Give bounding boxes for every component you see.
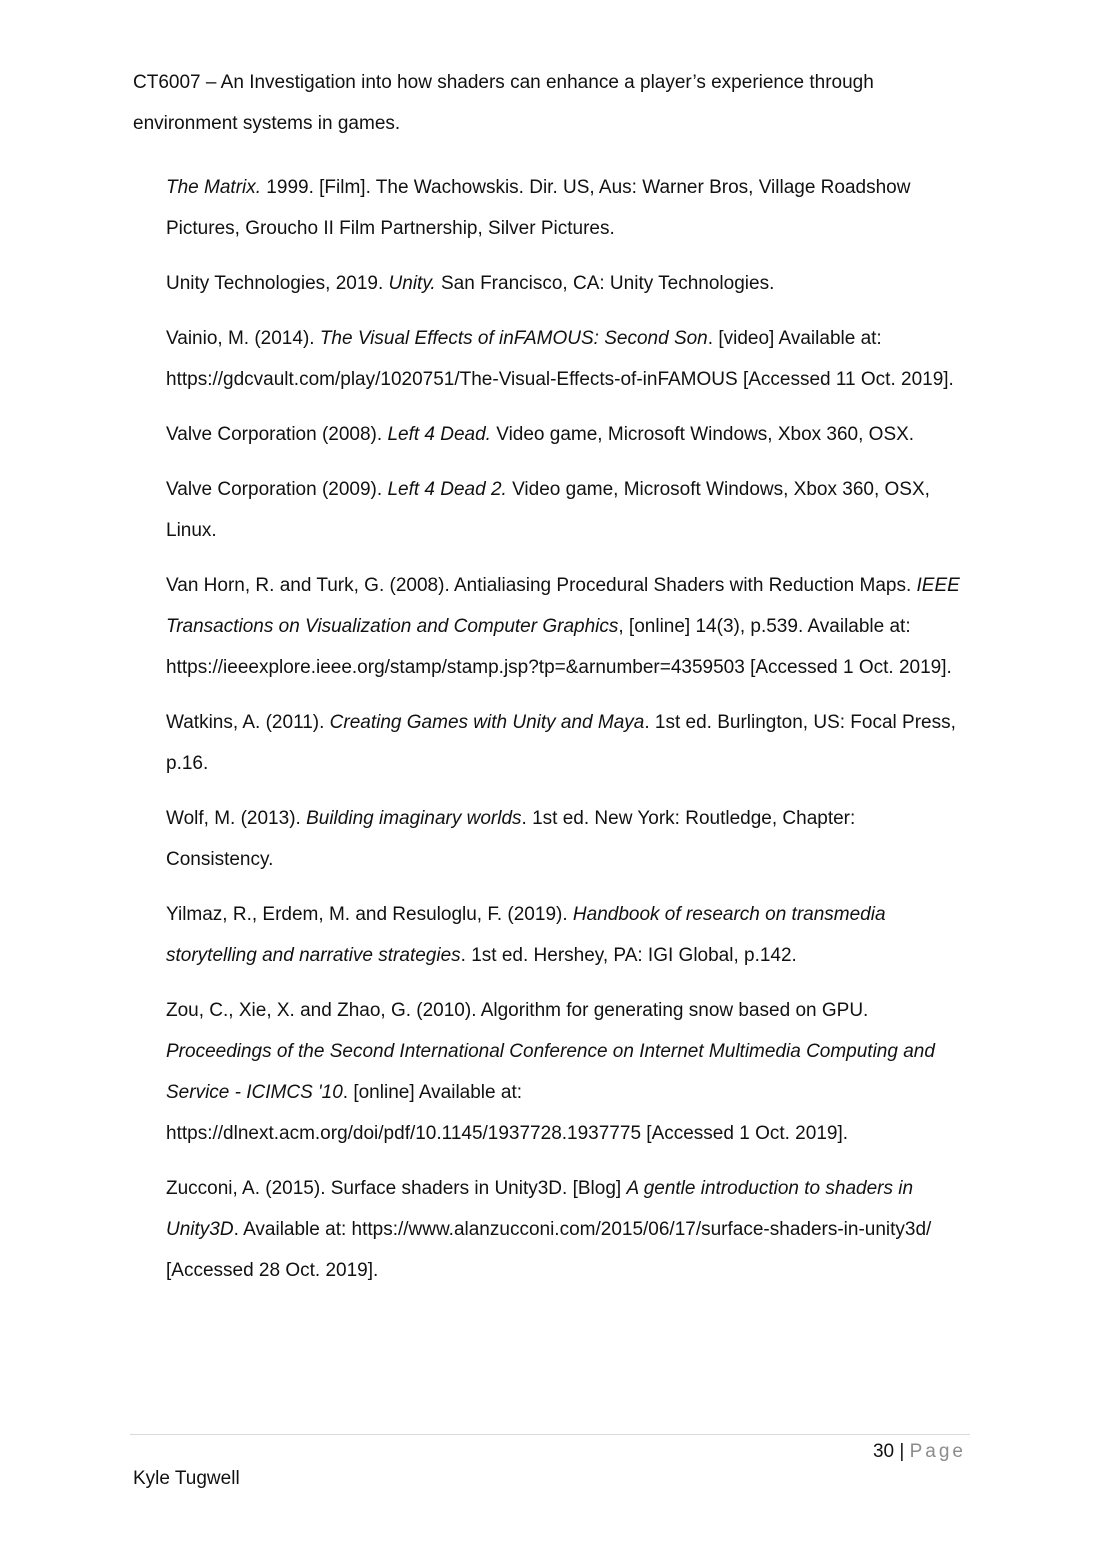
header-title: CT6007 – An Investigation into how shaders can enhance a player’s experience through environment systems in games. — [133, 72, 874, 134]
ref-text: The Matrix. — [166, 177, 262, 198]
reference-item — [166, 414, 966, 455]
ref-text: Valve Corporation (2008). — [166, 424, 388, 445]
footer-author — [133, 1467, 240, 1491]
ref-text: San Francisco, CA: Unity Technologies. — [435, 273, 775, 294]
reference-item — [166, 565, 966, 688]
ref-text: Unity. — [388, 273, 436, 294]
footer-divider — [130, 1434, 970, 1435]
ref-text: Yilmaz, R., Erdem, M. and Resuloglu, F. (2019). — [166, 904, 573, 925]
ref-text: 1999. [Film]. The Wachowskis. Dir. US, Aus: Warner Bros, Village Roadshow Pictures, Groucho II Film Partnership, Silver Pictures. — [166, 177, 911, 239]
page-word: Page — [909, 1441, 966, 1462]
reference-item — [166, 167, 966, 249]
ref-text: A gentle introduction to shaders in Unity3D — [166, 1178, 914, 1240]
ref-text: Video game, Microsoft Windows, Xbox 360, OSX, Linux. — [166, 479, 930, 541]
ref-text: . Available at: https://www.alanzucconi.com/2015/06/17/surface-shaders-in-unity3d/ [Accessed 28 Oct. 2019]. — [166, 1219, 932, 1281]
ref-text: Watkins, A. (2011). — [166, 712, 330, 733]
page-separator: | — [899, 1441, 905, 1462]
ref-text: Van Horn, R. and Turk, G. (2008). Antialiasing Procedural Shaders with Reduction Maps. — [166, 575, 917, 596]
document-header — [133, 62, 973, 144]
reference-item — [166, 318, 966, 400]
reference-item — [166, 1168, 966, 1291]
page-number: 30 — [872, 1441, 895, 1462]
ref-text: . 1st ed. Hershey, PA: IGI Global, p.142. — [460, 945, 797, 966]
ref-text: Zucconi, A. (2015). Surface shaders in Unity3D. [Blog] — [166, 1178, 627, 1199]
ref-text: Vainio, M. (2014). — [166, 328, 320, 349]
ref-text: Unity Technologies, 2019. — [166, 273, 389, 294]
ref-text: . 1st ed. New York: Routledge, Chapter: Consistency. — [166, 808, 856, 870]
ref-text: Handbook of research on transmedia storytelling and narrative strategies — [166, 904, 886, 966]
ref-text: Proceedings of the Second International Conference on Internet Multimedia Computing and Service - ICIMCS '10 — [166, 1041, 935, 1103]
reference-item — [166, 798, 966, 880]
ref-text: . 1st ed. Burlington, US: Focal Press, p.16. — [166, 712, 956, 774]
author-name: Kyle Tugwell — [133, 1468, 240, 1489]
ref-text: Valve Corporation (2009). — [166, 479, 388, 500]
reference-item — [166, 894, 966, 976]
reference-item — [166, 469, 966, 551]
ref-text: Left 4 Dead 2. — [387, 479, 507, 500]
ref-text: Zou, C., Xie, X. and Zhao, G. (2010). Algorithm for generating snow based on GPU. — [166, 1000, 869, 1021]
reference-list — [166, 167, 966, 1305]
ref-text: Building imaginary worlds — [306, 808, 522, 829]
reference-item — [166, 990, 966, 1154]
ref-text: Left 4 Dead. — [387, 424, 491, 445]
ref-text: IEEE Transactions on Visualization and Computer Graphics — [166, 575, 960, 637]
page-number-footer — [873, 1440, 966, 1464]
ref-text: Wolf, M. (2013). — [166, 808, 307, 829]
reference-item — [166, 263, 966, 304]
ref-text: Creating Games with Unity and Maya — [329, 712, 645, 733]
ref-text: . [online] Available at: https://dlnext.acm.org/doi/pdf/10.1145/1937728.1937775 [Accessed 1 Oct. 2019]. — [166, 1082, 849, 1144]
reference-item — [166, 702, 966, 784]
ref-text: Video game, Microsoft Windows, Xbox 360, OSX. — [490, 424, 915, 445]
ref-text: . [video] Available at: https://gdcvault.com/play/1020751/The-Visual-Effects-of-inFAMOUS [Accessed 11 Oct. 2019]. — [166, 328, 954, 390]
ref-text: , [online] 14(3), p.539. Available at: https://ieeexplore.ieee.org/stamp/stamp.jsp?tp=&arnumber=4359503 [Accessed 1 Oct. 2019]. — [166, 616, 952, 678]
ref-text: The Visual Effects of inFAMOUS: Second Son — [319, 328, 708, 349]
